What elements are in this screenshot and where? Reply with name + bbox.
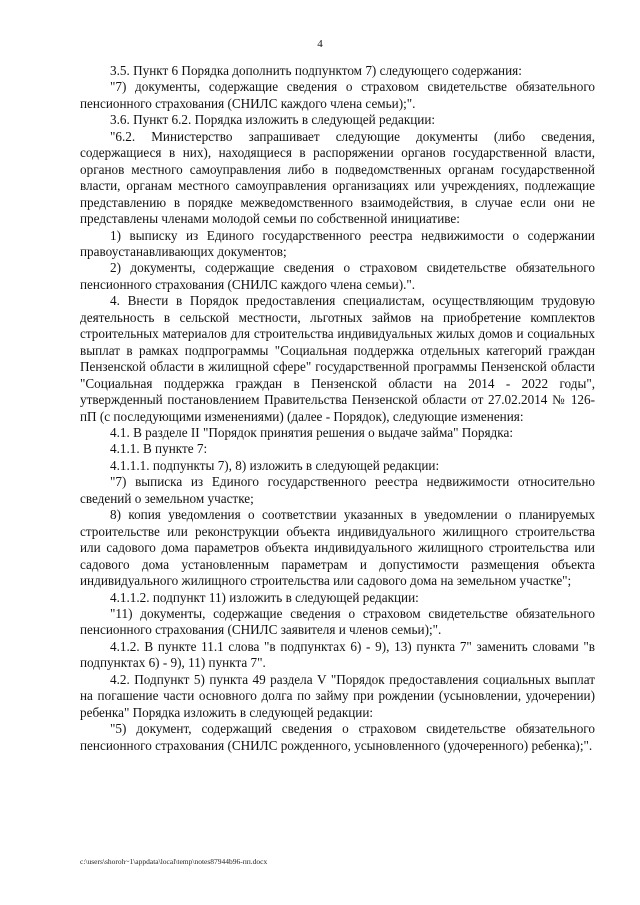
paragraph: 4.1.1.1. подпункты 7), 8) изложить в следующей редакции: bbox=[110, 457, 440, 473]
paragraph: "11) документы, содержащие сведения о страховом свидетельстве обязательного пенсионного страхования (СНИЛС заявителя и членов семьи);". bbox=[80, 605, 595, 638]
paragraph: 1) выписку из Единого государственного реестра недвижимости о содержании правоустанавливающих документов; bbox=[80, 227, 595, 259]
paragraph: 4.1.2. В пункте 11.1 слова "в подпунктах 6) - 9), 13) пункта 7" заменить словами "в подпунктах 6) - 9), 11) пункта 7". bbox=[80, 638, 595, 671]
paragraph: 4.2. Подпункт 5) пункта 49 раздела V "Порядок предоставления социальных выплат на погашение части основного долга по займу при рождении (усыновлении, удочерении) ребенка" Порядка изложить в следующей редакции: bbox=[80, 671, 595, 720]
page-number: 4 bbox=[317, 38, 323, 50]
paragraph: 4.1.1.2. подпункт 11) изложить в следующей редакции: bbox=[110, 589, 419, 605]
paragraph: "6.2. Министерство запрашивает следующие документы (либо сведения, содержащиеся в них), находящиеся в распоряжении органов государственной власти, органов местного самоуправления либо в подведомственных органам государственной власти, органам местного самоуправления организациях или учреждениях, подлежащие представлению в порядке межведомственного взаимодействия, в случае если они не представлены членами молодой семьи по собственной инициативе: bbox=[80, 128, 595, 227]
paragraph: 4.1.1. В пункте 7: bbox=[110, 441, 208, 457]
paragraph: 4.1. В разделе II "Порядок принятия решения о выдаче займа" Порядка: bbox=[110, 424, 513, 440]
footer-file-path: c:\users\shoroh~1\appdata\local\temp\notes87944b96-пп.docx bbox=[80, 857, 268, 866]
paragraph: "5) документ, содержащий сведения о страховом свидетельстве обязательного пенсионного страхования (СНИЛС рожденного, усыновленного (удочеренного) ребенка);". bbox=[80, 721, 595, 753]
paragraph: 3.5. Пункт 6 Порядка дополнить подпунктом 7) следующего содержания: bbox=[110, 63, 522, 78]
document-body bbox=[80, 63, 595, 754]
paragraph: 8) копия уведомления о соответствии указанных в уведомлении о планируемых строительстве или реконструкции объекта индивидуального жилищного строительства или садового дома параметров объекта индивидуального жилищного строительства или садового дома установленным параметрам и допустимости размещения объекта индивидуального жилищного строительства или садового дома на земельном участке"; bbox=[80, 507, 595, 589]
paragraph: "7) документы, содержащие сведения о страховом свидетельстве обязательного пенсионного страхования (СНИЛС каждого члена семьи);". bbox=[80, 79, 595, 111]
paragraph: "7) выписка из Единого государственного реестра недвижимости относительно сведений о земельном участке; bbox=[80, 474, 595, 506]
paragraph: 2) документы, содержащие сведения о страховом свидетельстве обязательного пенсионного страхования (СНИЛС каждого члена семьи).". bbox=[80, 260, 595, 292]
paragraph: 4. Внести в Порядок предоставления специалистам, осуществляющим трудовую деятельность в сельской местности, льготных займов на приобретение комплектов строительных материалов для строительства индивидуальных жилых домов и социальных выплат в рамках подпрограммы "Социальная поддержка отдельных категорий граждан Пензенской области в жилищной сфере" государственной программы Пензенской области "Социальная поддержка граждан в Пензенской области на 2014 - 2022 годы", утвержденный постановлением Правительства Пензенской области от 27.02.2014 № 126-пП (с последующими изменениями) (далее - Порядок), следующие изменения: bbox=[80, 293, 595, 424]
paragraph: 3.6. Пункт 6.2. Порядка изложить в следующей редакции: bbox=[110, 112, 436, 128]
